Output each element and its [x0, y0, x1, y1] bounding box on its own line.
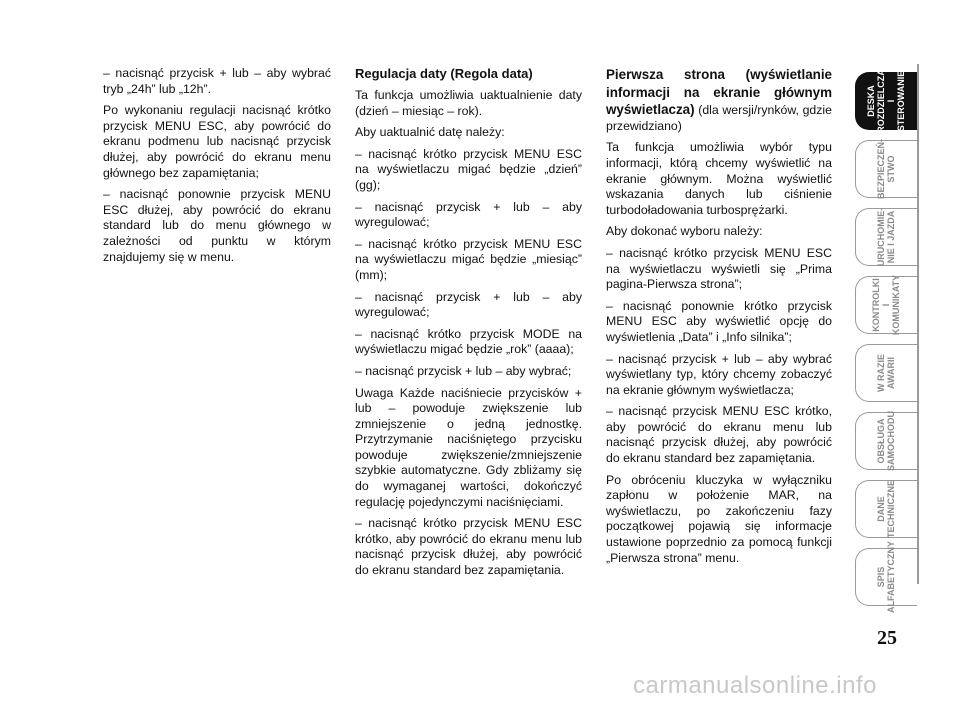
tab-label: SPIS	[876, 566, 886, 588]
paragraph: Aby dokonać wyboru należy:	[606, 224, 763, 239]
tab-label: I STEROWANIE	[886, 70, 906, 132]
tab-dane-techniczne[interactable]	[855, 480, 917, 538]
paragraph: Uwaga Każde naciśniecie przycisków + lub – powoduje zwiększenie lub zmniejszenie o jedną jednostkę. Przytrzymanie naciśniętego przycisku powoduje zwiększenie/zmniejszenie szybkie automatyczne. Gdy zbliżamy się do wymaganej wartości, dokończyć regulację pojedynczymi naciśnięciami.	[355, 385, 582, 509]
paragraph: Aby uaktualnić datę należy:	[355, 125, 505, 140]
paragraph: – nacisnąć przycisk + lub – aby wyregulować;	[355, 289, 582, 320]
column-3	[606, 66, 832, 572]
paragraph: – nacisnąć krótko przycisk MENU ESC na wyświetlaczu wyświetli się „Prima pagina-Pierwsza strona”;	[606, 245, 832, 292]
paragraph: – nacisnąć ponownie krótko przycisk MENU ESC aby wyświetlić opcję do wyświetlenia „Data” i „Info silnika”;	[606, 298, 832, 344]
paragraph: – nacisnąć przycisk + lub – aby wyregulować;	[355, 199, 582, 230]
section-heading: Pierwsza strona (wyświetlanie informacji na ekranie głównym wyświetlacza)	[606, 67, 832, 118]
paragraph: – nacisnąć krótko przycisk MODE na wyświetlaczu migać będzie „rok” (aaaa);	[355, 326, 582, 357]
section-heading-suffix: (dla wersji/rynków, gdzie przewidziano)	[606, 103, 832, 133]
page-number: 25	[877, 627, 897, 649]
tab-uruchomienie-i-jazda[interactable]	[855, 208, 917, 266]
tab-label: URUCHOMIE-	[876, 207, 886, 267]
paragraph: Po obróceniu kluczyka w wyłączniku zapłonu w położenie MAR, na wyświetlaczu, po zakończeniu fazy początkowej pojawią się informacje ustawione poprzednio za pomocą funkcji „Pierwsza strona” menu.	[606, 472, 832, 565]
section-heading-block	[606, 66, 832, 134]
tab-label: TECHNICZNE	[886, 480, 896, 538]
tab-spis-alfabetyczny[interactable]	[855, 541, 917, 613]
tab-bezpieczenstwo[interactable]	[855, 140, 917, 198]
tab-deska-rozdzielcza[interactable]	[855, 69, 917, 133]
tab-label: ROZDZIELCZA	[876, 69, 886, 133]
tab-w-razie-awarii[interactable]	[855, 344, 917, 402]
paragraph: – nacisnąć przycisk MENU ESC krótko, aby powrócić do ekranu menu lub nacisnąć przycisk dłużej, aby powrócić do ekranu standard bez zapamiętania.	[606, 404, 832, 466]
watermark: carmanualsonline.info	[633, 672, 877, 699]
paragraph: Ta funkcja umożliwia wybór typu informacji, którą chcemy wyświetlić na ekranie głównym. Można wyświetlić wskazania danych lub ciśnienie turbodoładowania turbosprężarki.	[606, 140, 832, 217]
paragraph: – nacisnąć krótko przycisk MENU ESC krótko, aby powrócić do ekranu menu lub nacisnąć przycisk dłużej, aby powrócić do ekranu standard bez zapamiętania.	[355, 516, 582, 578]
tab-label: AWARII	[886, 357, 896, 390]
tab-label: BEZPIECZEŃ-	[876, 138, 886, 199]
paragraph: – nacisnąć przycisk + lub – aby wybrać tryb „24h” lub „12h”.	[103, 66, 331, 96]
tab-label: W RAZIE	[876, 354, 886, 392]
paragraph: Ta funkcja umożliwia uaktualnienie daty (dzień – miesiąc – rok).	[355, 88, 582, 118]
tab-label: OBSŁUGA	[876, 418, 886, 464]
tab-label: DANE	[876, 496, 886, 522]
column-2	[355, 66, 582, 585]
paragraph: – nacisnąć ponownie przycisk MENU ESC dłużej, aby powrócić do ekranu standard lub do menu głównego w zależności od punktu w którym znajdujemy się w menu.	[103, 187, 331, 264]
section-heading: Regulacja daty (Regola data)	[355, 66, 533, 81]
paragraph: – nacisnąć krótko przycisk MENU ESC na wyświetlaczu migać będzie „miesiąc” (mm);	[355, 236, 582, 282]
tab-label: SAMOCHODU	[886, 411, 896, 471]
tab-label: ALFABETYCZNY	[886, 541, 896, 613]
tab-label: DESKA	[866, 85, 876, 117]
tab-label: I KOMUNIKATY	[881, 274, 901, 336]
paragraph: Po wykonaniu regulacji nacisnąć krótko przycisk MENU ESC, aby powrócić do ekranu podmenu lub nacisnąć przycisk dłużej, aby powrócić do ekranu menu głównego bez zapamiętania;	[103, 103, 331, 180]
tab-kontrolki-i-komunikaty[interactable]	[855, 276, 917, 334]
column-1	[103, 66, 331, 271]
tab-label: STWO	[886, 155, 896, 183]
paragraph: – nacisnąć krótko przycisk MENU ESC na wyświetlaczu migać będzie „dzień” (gg);	[355, 146, 582, 192]
tab-label: NIE I JAZDA	[886, 210, 896, 264]
tab-rail	[917, 64, 919, 584]
paragraph: – nacisnąć przycisk + lub – aby wybrać wyświetlany typ, który chcemy zobaczyć na ekranie głównym wyświetlacza;	[606, 351, 832, 397]
tab-label: KONTROLKI	[871, 278, 881, 332]
tab-obsluga-samochodu[interactable]	[855, 412, 917, 470]
paragraph: – nacisnąć przycisk + lub – aby wybrać;	[355, 363, 572, 378]
